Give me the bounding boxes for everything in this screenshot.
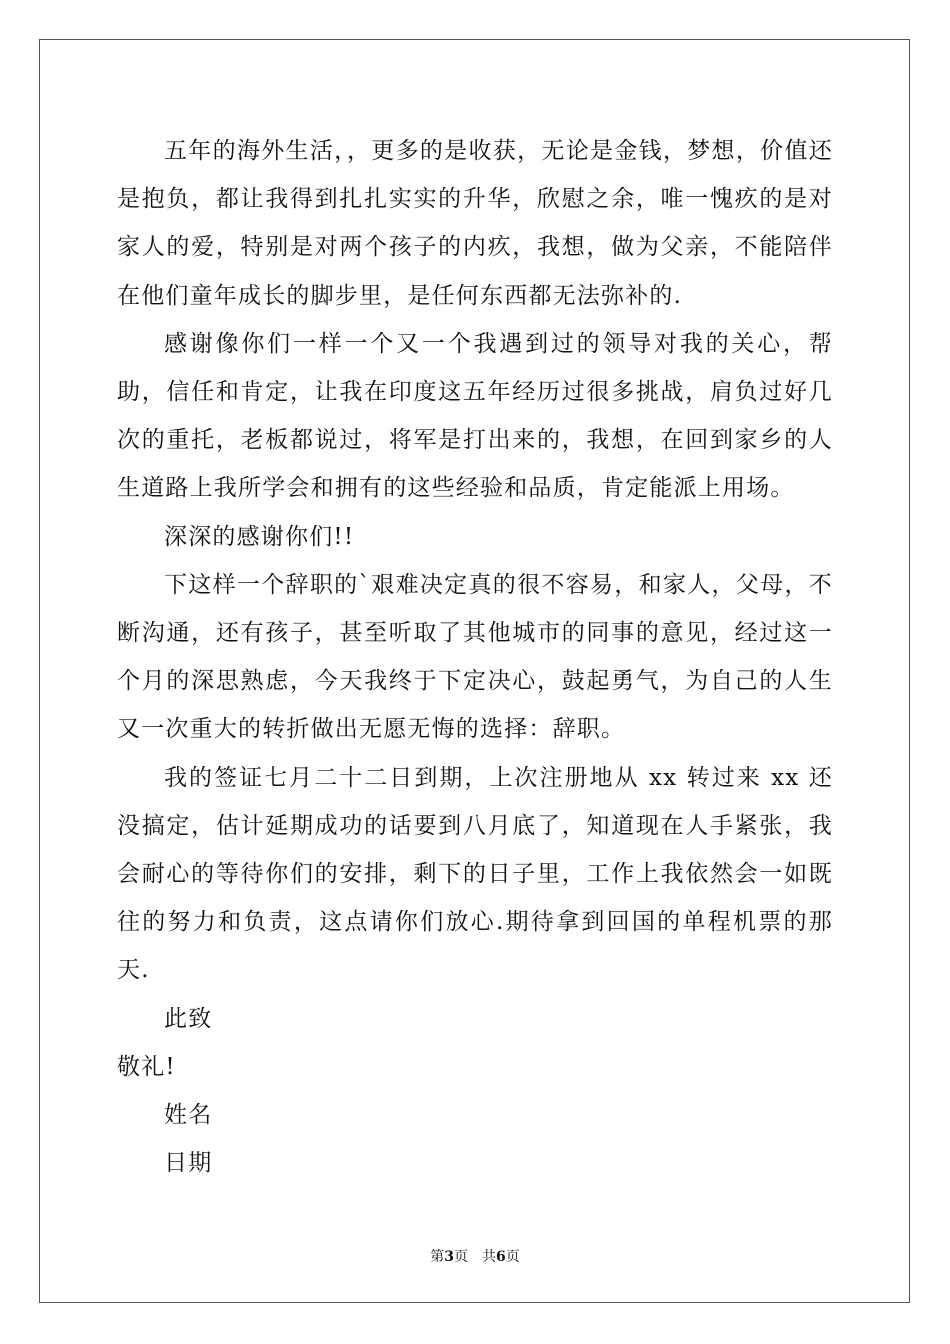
date-line: 日期 (164, 1150, 213, 1177)
page-total-prefix: 共 (482, 1249, 496, 1265)
letter-body (117, 127, 833, 1187)
salutation-line: 敬礼! (117, 1053, 176, 1080)
paragraph-1: 五年的海外生活，，更多的是收获，无论是金钱，梦想，价值还是抱负，都让我得到扎扎实实的升华，欣慰之余，唯一愧疚的是对家人的爱，特别是对两个孩子的内疚，我想，做为父亲，不能陪伴在他们童年成长的脚步里，是任何东西都无法弥补的. (117, 138, 833, 309)
page-number-current: 3 (444, 1249, 454, 1265)
paragraph-2: 感谢像你们一样一个又一个我遇到过的领导对我的关心，帮助，信任和肯定，让我在印度这五年经历过很多挑战，肩负过好几次的重托，老板都说过，将军是打出来的，我想，在回到家乡的人生道路上我所学会和拥有的这些经验和品质，肯定能派上用场。 (117, 330, 833, 502)
page-number-suffix: 页 (454, 1249, 468, 1265)
page-total: 6 (496, 1249, 506, 1265)
page-total-suffix: 页 (505, 1249, 520, 1265)
paragraph-5: 我的签证七月二十二日到期，上次注册地从 xx 转过来 xx 还没搞定，估计延期成功的话要到八月底了，知道现在人手紧张，我会耐心的等待你们的安排，剩下的日子里，工作上我依然会一如既往的努力和负责，这点请你们放心.期待拿到回国的单程机票的那天. (117, 764, 833, 984)
page-footer (0, 1248, 950, 1266)
closing-line: 此致 (164, 1005, 213, 1032)
paragraph-3: 深深的感谢你们!! (164, 523, 355, 550)
page-number-prefix: 第 (430, 1249, 445, 1265)
name-line: 姓名 (164, 1102, 213, 1129)
paragraph-4: 下这样一个辞职的`艰难决定真的很不容易，和家人，父母，不断沟通，还有孩子，甚至听取了其他城市的同事的意见，经过这一个月的深思熟虑，今天我终于下定决心，鼓起勇气，为自己的人生又一次重大的转折做出无愿无悔的选择：辞职。 (117, 571, 833, 743)
